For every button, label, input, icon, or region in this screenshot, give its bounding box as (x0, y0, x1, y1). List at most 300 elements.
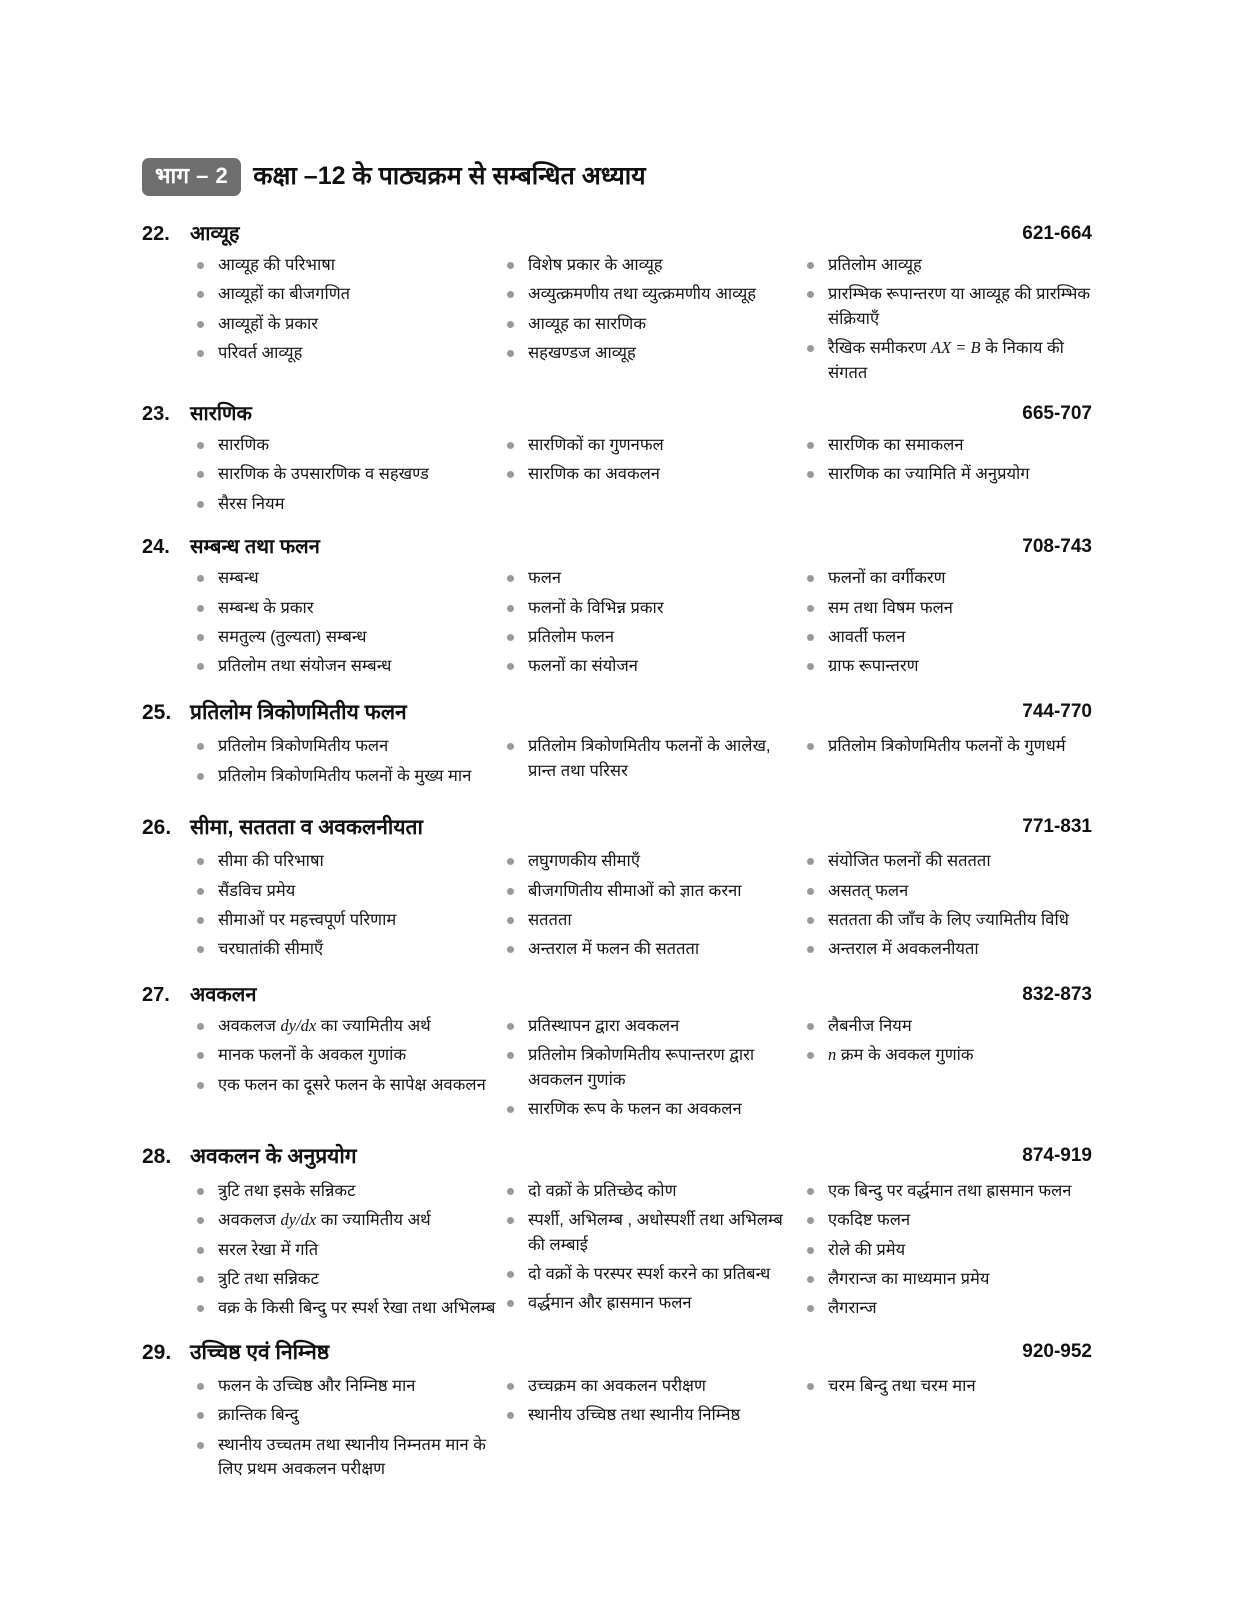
topic-column-1 (194, 433, 504, 521)
topic-list (804, 566, 1092, 679)
topic-item-label: विशेष प्रकार के आव्यूह (528, 256, 663, 274)
topic-column-2 (504, 734, 804, 788)
chapter-title: आव्यूह (190, 223, 240, 245)
topic-item[interactable] (504, 1014, 796, 1038)
bullet-icon (507, 1383, 514, 1390)
topic-column-1 (194, 849, 504, 967)
chapter-number: 27. (142, 983, 170, 1006)
chapter-number: 25. (142, 700, 172, 724)
topic-item-label: अव्युत्क्रमणीय तथा व्युत्क्रमणीय आव्यूह (528, 285, 757, 304)
topic-column-3 (804, 1179, 1092, 1326)
topic-item[interactable] (504, 625, 796, 649)
bullet-icon (507, 291, 514, 298)
topic-item[interactable] (194, 492, 496, 516)
bullet-icon (807, 471, 814, 478)
topic-item[interactable] (504, 1043, 796, 1092)
topic-item-label: आव्यूहों का बीजगणित (218, 285, 351, 304)
topic-item-label: रैखिक समीकरण AX = B के निकाय की संगतत (828, 338, 1064, 382)
topic-item-label: सैरस नियम (218, 494, 285, 513)
bullet-icon (197, 1247, 204, 1254)
bullet-icon (197, 442, 204, 449)
topic-item-label: उच्चक्रम का अवकलन परीक्षण (528, 1376, 706, 1395)
topic-item-label: सारणिकों का गुणनफल (528, 436, 664, 455)
topic-item[interactable] (194, 625, 496, 649)
bullet-icon (507, 1106, 514, 1113)
bullet-icon (197, 350, 204, 357)
topic-item-label: एकदिष्ट फलन (828, 1211, 911, 1230)
topic-item-label: फलनों का वर्गीकरण (828, 569, 946, 588)
topic-item-label: प्रतिलोम फलन (528, 628, 615, 647)
bullet-icon (197, 1383, 204, 1390)
topic-item[interactable] (804, 1208, 1092, 1232)
bullet-icon (197, 1276, 204, 1283)
bullet-icon (807, 946, 814, 953)
bullet-icon (807, 1247, 814, 1254)
topic-item[interactable] (194, 462, 496, 486)
topic-item[interactable] (804, 937, 1092, 961)
bullet-icon (197, 605, 204, 612)
chapter-topic-columns (142, 1179, 1092, 1326)
topic-item-label: फलन (528, 569, 562, 588)
topic-item-label: आव्यूह का सारणिक (528, 314, 647, 333)
topic-item-label: संयोजित फलनों की सततता (828, 852, 991, 871)
topic-item[interactable] (194, 734, 496, 758)
topic-item-label: n क्रम के अवकल गुणांक (828, 1045, 974, 1065)
topic-item-label: प्रतिस्थापन द्वारा अवकलन (528, 1016, 680, 1035)
topic-item[interactable] (804, 1238, 1092, 1262)
bullet-icon (507, 442, 514, 449)
topic-item[interactable] (804, 1267, 1092, 1291)
topic-item-label: फलनों का संयोजन (528, 657, 638, 676)
topic-item-label: सततता (528, 911, 572, 929)
bullet-icon (807, 1023, 814, 1030)
bullet-icon (507, 917, 514, 924)
topic-item[interactable] (804, 282, 1092, 331)
bullet-icon (197, 773, 204, 780)
topic-column-1 (194, 1374, 504, 1487)
math-token: AX = B (931, 338, 981, 358)
topic-item[interactable] (194, 1043, 496, 1067)
chapter-entry (142, 815, 1092, 967)
topic-item[interactable] (504, 734, 796, 783)
topic-list (504, 1374, 796, 1428)
topic-column-3 (804, 566, 1092, 684)
topic-item-label: प्रतिलोम त्रिकोणमितीय फलन (218, 737, 389, 756)
chapter-entry (142, 983, 1092, 1127)
topic-column-3 (804, 1014, 1092, 1073)
topic-item[interactable] (194, 849, 496, 873)
topic-item-label: सम तथा विषम फलन (828, 598, 953, 617)
topic-list (804, 734, 1092, 758)
chapter-number: 28. (142, 1145, 172, 1169)
topic-column-2 (504, 1014, 804, 1127)
chapter-entry (142, 222, 1092, 390)
topic-item-label: प्रारम्भिक रूपान्तरण या आव्यूह की प्रारम्भिक संक्रियाएँ (828, 285, 1090, 328)
topic-item-label: प्रतिलोम तथा संयोजन सम्बन्ध (218, 657, 392, 676)
topic-item-label: सीमाओं पर महत्त्वपूर्ण परिणाम (218, 911, 397, 929)
chapter-entry (142, 535, 1092, 684)
topic-item[interactable] (194, 1403, 496, 1427)
topic-item[interactable] (194, 282, 496, 306)
topic-item[interactable] (194, 253, 496, 277)
chapter-title: अवकलन के अनुप्रयोग (190, 1145, 357, 1169)
topic-column-2 (504, 849, 804, 967)
topic-list (804, 1374, 1092, 1398)
topic-item-label: दो वक्रों के परस्पर स्पर्श करने का प्रतिबन्ध (528, 1264, 771, 1283)
chapter-heading[interactable] (142, 1340, 1092, 1366)
bullet-icon (507, 743, 514, 750)
topic-item[interactable] (504, 253, 796, 277)
chapter-topic-columns (142, 253, 1092, 390)
chapter-page-range: 874-919 (1022, 1145, 1092, 1167)
topic-column-2 (504, 1179, 804, 1321)
bullet-icon (507, 1023, 514, 1030)
topic-list (194, 1374, 496, 1482)
chapter-page-range: 665-707 (1022, 403, 1092, 425)
bullet-icon (197, 321, 204, 328)
topic-column-3 (804, 734, 1092, 763)
chapter-entry (142, 402, 1092, 521)
bullet-icon (507, 471, 514, 478)
bullet-icon (807, 1188, 814, 1195)
bullet-icon (507, 1188, 514, 1195)
toc-content (142, 158, 1092, 1487)
topic-item-label: असतत् फलन (828, 881, 909, 900)
bullet-icon (197, 1305, 204, 1312)
topic-item[interactable] (504, 1179, 796, 1203)
topic-item-label: चरम बिन्दु तथा चरम मान (828, 1376, 976, 1395)
topic-item[interactable] (194, 937, 496, 961)
bullet-icon (507, 605, 514, 612)
topic-list (804, 253, 1092, 385)
bullet-icon (197, 1442, 204, 1449)
topic-list (804, 1179, 1092, 1321)
chapter-title: सम्बन्ध तथा फलन (190, 536, 320, 559)
topic-item[interactable] (804, 1014, 1092, 1038)
topic-item[interactable] (504, 654, 796, 678)
bullet-icon (507, 575, 514, 582)
topic-item[interactable] (804, 1179, 1092, 1203)
topic-item-label: समतुल्य (तुल्यता) सम्बन्ध (218, 628, 367, 647)
math-token: dy/dx (280, 1015, 317, 1035)
topic-item[interactable] (504, 908, 796, 932)
bullet-icon (197, 262, 204, 269)
topic-item-label: आव्यूहों के प्रकार (218, 314, 319, 333)
topic-column-1 (194, 253, 504, 371)
math-token: dy/dx (280, 1210, 317, 1230)
topic-item[interactable] (504, 566, 796, 590)
topic-item[interactable] (504, 1208, 796, 1257)
topic-list (194, 1014, 496, 1097)
topic-item-label: अवकलज dy/dx का ज्यामितीय अर्थ (218, 1210, 431, 1230)
chapter-page-range: 771-831 (1022, 815, 1092, 837)
topic-item[interactable] (194, 879, 496, 903)
bullet-icon (197, 471, 204, 478)
topic-item-label: फलनों के विभिन्न प्रकार (528, 598, 664, 617)
bullet-icon (807, 1305, 814, 1312)
bullet-icon (507, 888, 514, 895)
topic-item[interactable] (504, 1291, 796, 1315)
topic-list (804, 849, 1092, 962)
bullet-icon (807, 634, 814, 641)
bullet-icon (807, 605, 814, 612)
topic-item[interactable] (504, 1262, 796, 1286)
bullet-icon (197, 743, 204, 750)
bullet-icon (197, 946, 204, 953)
topic-item-label: वक्र के किसी बिन्दु पर स्पर्श रेखा तथा अभिलम्ब (218, 1299, 496, 1318)
topic-item-label: अन्तराल में फलन की सततता (528, 940, 700, 959)
topic-item-label: सैंडविच प्रमेय (218, 881, 296, 900)
topic-item-label: सारणिक का अवकलन (528, 465, 660, 484)
topic-item[interactable] (194, 341, 496, 365)
chapter-title: उच्चिष्ठ एवं निम्निष्ठ (190, 1340, 330, 1364)
topic-item-label: मानक फलनों के अवकल गुणांक (218, 1046, 407, 1065)
bullet-icon (197, 501, 204, 508)
chapter-heading[interactable] (142, 700, 1092, 726)
topic-item[interactable] (804, 566, 1092, 590)
topic-item[interactable] (804, 1374, 1092, 1398)
topic-item-label: बीजगणितीय सीमाओं को ज्ञात करना (528, 881, 742, 900)
topic-item-label: अवकलज dy/dx का ज्यामितीय अर्थ (218, 1015, 431, 1035)
chapter-heading[interactable] (142, 222, 1092, 247)
chapter-heading[interactable] (142, 983, 1092, 1008)
chapter-topic-columns (142, 1014, 1092, 1127)
topic-list (504, 1014, 796, 1122)
topic-item[interactable] (804, 253, 1092, 277)
topic-item-label: सीमा की परिभाषा (218, 852, 324, 871)
topic-list (504, 1179, 796, 1316)
topic-column-3 (804, 849, 1092, 967)
bullet-icon (507, 858, 514, 865)
topic-list (804, 433, 1092, 487)
topic-item[interactable] (504, 1097, 796, 1121)
topic-column-3 (804, 253, 1092, 390)
topic-item[interactable] (504, 433, 796, 457)
topic-item-label: सरल रेखा में गति (218, 1240, 319, 1259)
topic-item[interactable] (504, 341, 796, 365)
chapter-page-range: 832-873 (1022, 983, 1092, 1005)
topic-item[interactable] (194, 1208, 496, 1232)
topic-item-label: लघुगणकीय सीमाएँ (528, 852, 640, 871)
topic-item-label: वर्द्धमान और ह्रासमान फलन (528, 1294, 692, 1313)
bullet-icon (807, 1276, 814, 1283)
bullet-icon (807, 917, 814, 924)
topic-item[interactable] (194, 908, 496, 932)
topic-item[interactable] (194, 596, 496, 620)
bullet-icon (197, 858, 204, 865)
topic-item[interactable] (504, 1403, 796, 1427)
topic-item[interactable] (194, 1073, 496, 1097)
bullet-icon (197, 1217, 204, 1224)
topic-item-label: प्रतिलोम त्रिकोणमितीय रूपान्तरण द्वारा अवकलन गुणांक (528, 1046, 755, 1089)
topic-item[interactable] (804, 849, 1092, 873)
chapter-page-range: 708-743 (1022, 536, 1092, 558)
topic-item[interactable] (804, 336, 1092, 385)
chapter-title: सारणिक (190, 403, 252, 426)
topic-item[interactable] (504, 937, 796, 961)
chapter-topic-columns (142, 433, 1092, 521)
topic-item[interactable] (804, 1296, 1092, 1320)
bullet-icon (807, 858, 814, 865)
bullet-icon (507, 946, 514, 953)
topic-column-2 (504, 1374, 804, 1433)
topic-column-1 (194, 566, 504, 684)
chapter-heading[interactable] (142, 402, 1092, 427)
chapter-number: 24. (142, 536, 170, 559)
bullet-icon (807, 663, 814, 670)
chapter-title: सीमा, सततता व अवकलनीयता (190, 815, 423, 839)
topic-item-label: सारणिक (218, 436, 270, 455)
topic-item-label: सारणिक का ज्यामिति में अनुप्रयोग (828, 465, 1030, 484)
chapter-topic-columns (142, 566, 1092, 684)
topic-item-label: आवर्ती फलन (828, 628, 906, 647)
bullet-icon (807, 262, 814, 269)
bullet-icon (507, 1412, 514, 1419)
topic-item-label: सहखण्डज आव्यूह (528, 344, 636, 363)
topic-column-1 (194, 734, 504, 793)
topic-item-label: दो वक्रों के प्रतिच्छेद कोण (528, 1181, 677, 1200)
topic-column-2 (504, 566, 804, 684)
topic-item[interactable] (194, 566, 496, 590)
topic-item[interactable] (504, 596, 796, 620)
topic-item-label: लैगरान्ज (828, 1299, 877, 1318)
chapter-title: अवकलन (190, 983, 257, 1006)
topic-item[interactable] (194, 312, 496, 336)
topic-item-label: लैगरान्ज का माध्यमान प्रमेय (828, 1269, 990, 1288)
part-title: कक्षा –12 के पाठ्यक्रम से सम्बन्धित अध्याय (253, 162, 646, 191)
topic-item[interactable] (804, 879, 1092, 903)
topic-item[interactable] (804, 734, 1092, 758)
bullet-icon (807, 442, 814, 449)
topic-item[interactable] (504, 462, 796, 486)
topic-item[interactable] (804, 596, 1092, 620)
topic-item-label: सारणिक का समाकलन (828, 436, 964, 455)
chapter-heading[interactable] (142, 1144, 1092, 1170)
chapter-topic-columns (142, 849, 1092, 967)
chapter-number: 26. (142, 815, 172, 839)
topic-column-2 (504, 433, 804, 492)
topic-item-label: प्रतिलोम त्रिकोणमितीय फलनों के मुख्य मान (218, 766, 472, 785)
topic-list (504, 566, 796, 679)
bullet-icon (507, 1217, 514, 1224)
topic-item-label: प्रतिलोम त्रिकोणमितीय फलनों के गुणधर्म (828, 737, 1066, 756)
topic-item[interactable] (194, 1014, 496, 1038)
bullet-icon (807, 1052, 814, 1059)
bullet-icon (507, 350, 514, 357)
topic-list (504, 849, 796, 962)
chapter-heading[interactable] (142, 815, 1092, 841)
chapter-topic-columns (142, 1374, 1092, 1487)
topic-item-label: परिवर्त आव्यूह (218, 344, 303, 363)
topic-list (504, 734, 796, 783)
topic-item[interactable] (194, 433, 496, 457)
bullet-icon (197, 1023, 204, 1030)
topic-item[interactable] (194, 654, 496, 678)
chapter-number: 29. (142, 1340, 172, 1364)
chapter-page-range: 920-952 (1022, 1340, 1092, 1362)
chapter-title: प्रतिलोम त्रिकोणमितीय फलन (190, 700, 407, 724)
topic-item[interactable] (504, 282, 796, 306)
bullet-icon (197, 291, 204, 298)
topic-list (194, 1179, 496, 1321)
topic-item[interactable] (804, 462, 1092, 486)
topic-item[interactable] (194, 1179, 496, 1203)
chapter-entry (142, 700, 1092, 793)
topic-item[interactable] (194, 1267, 496, 1291)
bullet-icon (197, 1412, 204, 1419)
topic-item-label: प्रतिलोम आव्यूह (828, 256, 922, 274)
chapter-page-range: 621-664 (1022, 223, 1092, 244)
topic-item-label: लैबनीज नियम (828, 1016, 912, 1035)
topic-list (194, 734, 496, 788)
topic-list (194, 849, 496, 962)
bullet-icon (807, 291, 814, 298)
part-header (142, 158, 1092, 196)
bullet-icon (507, 1052, 514, 1059)
topic-item[interactable] (194, 1433, 496, 1482)
bullet-icon (197, 1082, 204, 1089)
topic-column-1 (194, 1179, 504, 1326)
chapter-topic-columns (142, 734, 1092, 793)
chapter-number: 22. (142, 223, 170, 245)
bullet-icon (507, 663, 514, 670)
topic-list (194, 433, 496, 516)
bullet-icon (197, 575, 204, 582)
bullet-icon (507, 634, 514, 641)
math-token: n (828, 1045, 837, 1065)
topic-item-label: रोले की प्रमेय (828, 1240, 906, 1259)
topic-item-label: सततता की जाँच के लिए ज्यामितीय विधि (828, 911, 1069, 929)
topic-item[interactable] (804, 654, 1092, 678)
topic-item-label: स्थानीय उच्चिष्ठ तथा स्थानीय निम्निष्ठ (528, 1406, 741, 1425)
bullet-icon (197, 917, 204, 924)
topic-item[interactable] (804, 908, 1092, 932)
topic-item[interactable] (504, 1374, 796, 1398)
topic-item[interactable] (504, 312, 796, 336)
chapter-entry (142, 1340, 1092, 1487)
topic-item-label: सारणिक के उपसारणिक व सहखण्ड (218, 465, 429, 484)
bullet-icon (807, 743, 814, 750)
topic-item[interactable] (804, 433, 1092, 457)
topic-item-label: एक फलन का दूसरे फलन के सापेक्ष अवकलन (218, 1075, 486, 1094)
chapter-page-range: 744-770 (1022, 700, 1092, 722)
topic-item[interactable] (504, 849, 796, 873)
chapter-heading[interactable] (142, 535, 1092, 560)
topic-item[interactable] (804, 625, 1092, 649)
bullet-icon (807, 888, 814, 895)
topic-item[interactable] (194, 764, 496, 788)
topic-item-label: सम्बन्ध (218, 569, 259, 588)
topic-column-3 (804, 433, 1092, 492)
bullet-icon (807, 1383, 814, 1390)
topic-column-1 (194, 1014, 504, 1102)
bullet-icon (197, 663, 204, 670)
topic-item[interactable] (194, 1238, 496, 1262)
bullet-icon (507, 321, 514, 328)
bullet-icon (507, 262, 514, 269)
topic-list (194, 253, 496, 366)
bullet-icon (807, 345, 814, 352)
chapter-list (142, 222, 1092, 1487)
part-badge: भाग – 2 (142, 158, 241, 196)
topic-item-label: चरघातांकी सीमाएँ (218, 940, 324, 959)
topic-item[interactable] (804, 1043, 1092, 1067)
topic-item-label: सारणिक रूप के फलन का अवकलन (528, 1100, 742, 1119)
topic-item[interactable] (194, 1296, 496, 1320)
topic-item[interactable] (194, 1374, 496, 1398)
bullet-icon (807, 575, 814, 582)
topic-item[interactable] (504, 879, 796, 903)
